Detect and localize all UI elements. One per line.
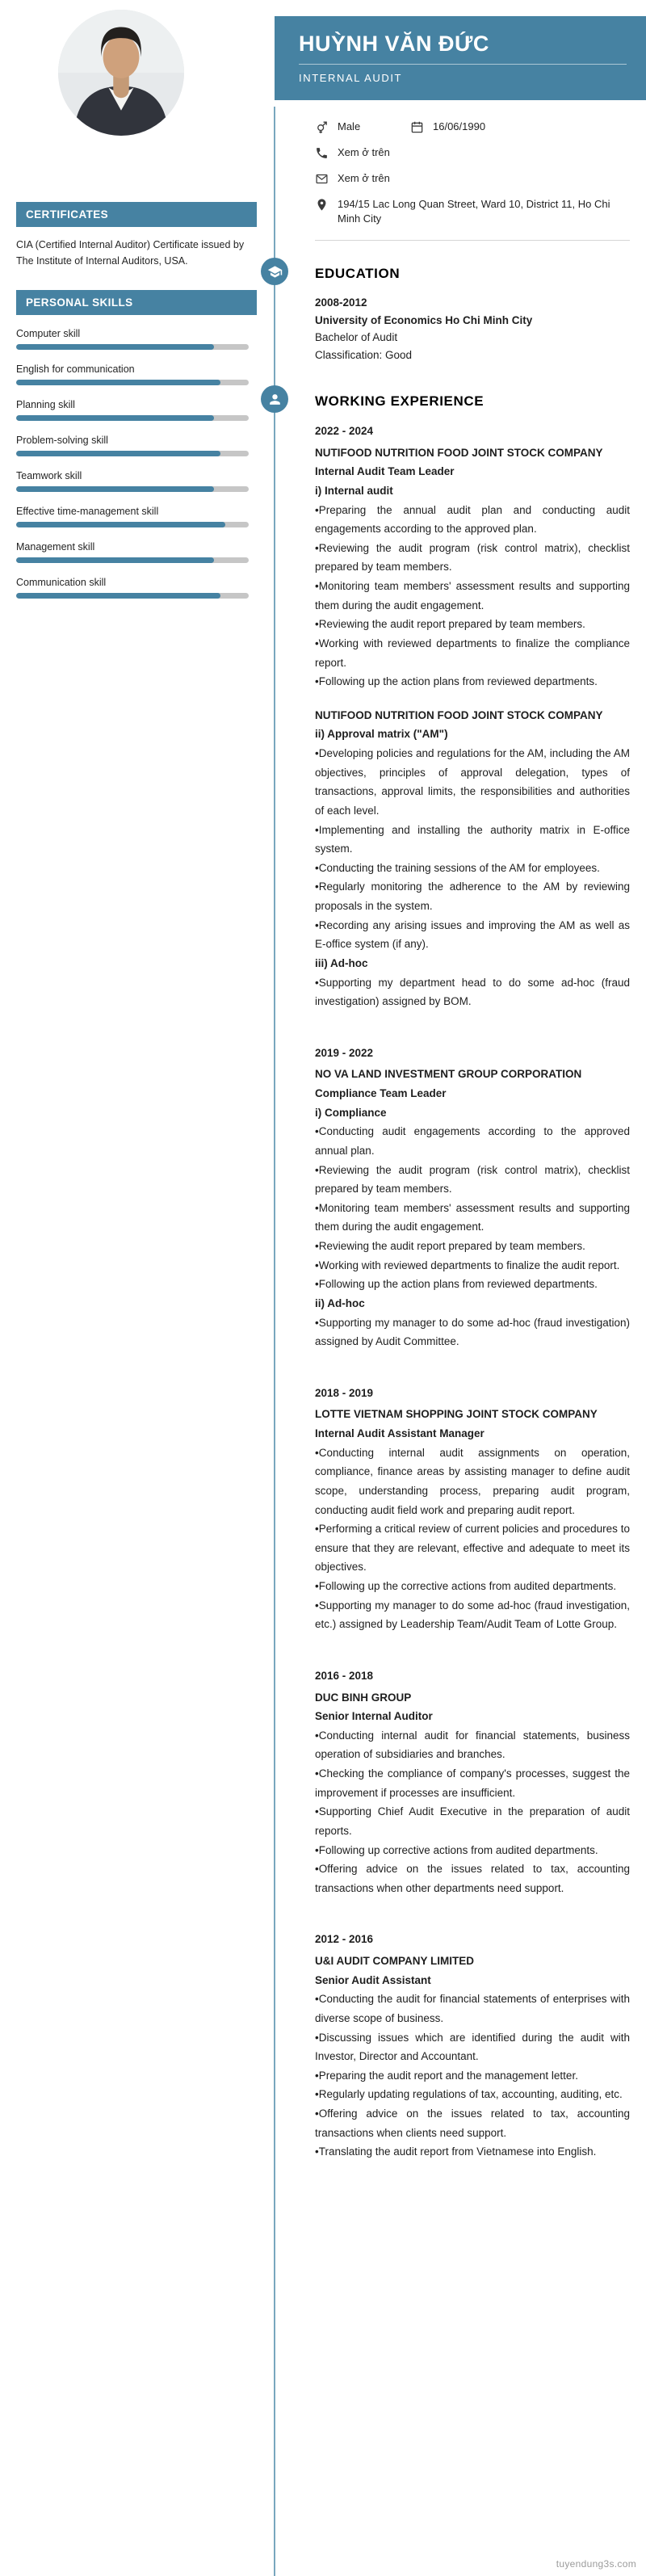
job-bullet: • Supporting Chief Audit Executive in the preparation of audit reports. [315,1802,630,1840]
job-entry [315,1930,630,2162]
skill-label: Communication skill [16,577,107,588]
contact-gender [315,120,410,135]
main-column [275,0,646,2162]
sidebar [0,0,275,2162]
avatar-illustration [58,10,184,136]
job-bullet: • Working with reviewed departments to finalize the audit report. [315,1256,630,1275]
job-period: 2012 - 2016 [315,1933,374,1946]
job-bullet: • Monitoring team members' assessment results and supporting them during the audit engagement. [315,1199,630,1237]
certificates-heading: CERTIFICATES [16,202,257,227]
job-role: Internal Audit Team Leader [315,465,455,478]
job-bullet: • Offering advice on the issues related to tax, accounting transactions when clients need support. [315,2104,630,2142]
job-bullet: • Following up the action plans from reviewed departments. [315,672,630,691]
skill-label: Effective time-management skill [16,506,159,517]
skill-item [16,470,257,492]
job-bullet: • Following up the action plans from reviewed departments. [315,1275,630,1294]
person-icon [261,385,288,413]
job-bullet: • Performing a critical review of current policies and procedures to ensure that they are relevant, effective and adequate to meet its objectives. [315,1519,630,1577]
contact-dob-value: 16/06/1990 [433,120,486,132]
contact-email-value: Xem ở trên [338,171,390,184]
skill-label: Management skill [16,541,95,553]
job-role: Compliance Team Leader [315,1087,447,1100]
job-bullet: • Working with reviewed departments to finalize the compliance report. [315,634,630,672]
job-bullet: • Supporting my manager to do some ad-hoc (fraud investigation, etc.) assigned by Leadership Team/Audit Team of Lotte Group. [315,1596,630,1634]
job-company: NUTIFOOD NUTRITION FOOD JOINT STOCK COMPANY [315,708,603,721]
experience-section [315,389,630,2162]
job-role: Senior Internal Auditor [315,1710,433,1723]
job-company: NUTIFOOD NUTRITION FOOD JOINT STOCK COMPANY [315,446,603,459]
skill-progress-bar [16,593,249,599]
job-bullet: • Conducting audit engagements according to the approved annual plan. [315,1122,630,1160]
skill-progress-bar [16,557,249,563]
job-bullet: • Implementing and installing the authority matrix in E-office system. [315,821,630,859]
job-sub: ii) Ad-hoc [315,1296,365,1309]
skill-progress-bar [16,451,249,456]
phone-icon [315,146,329,160]
skill-progress-fill [16,593,220,599]
skill-label: Planning skill [16,399,75,410]
location-icon [315,198,329,212]
job-sub: i) Internal audit [315,484,393,497]
job-period: 2018 - 2019 [315,1386,374,1399]
skill-progress-fill [16,415,214,421]
skill-item [16,328,257,350]
job-bullet: • Following up corrective actions from audited departments. [315,1841,630,1860]
skill-progress-bar [16,486,249,492]
contact-dob [410,120,485,135]
skill-progress-fill [16,486,214,492]
job-bullet: • Monitoring team members' assessment results and supporting them during the audit engagement. [315,577,630,615]
job-entry [315,422,630,1011]
job-period: 2022 - 2024 [315,425,374,438]
job-company: NO VA LAND INVESTMENT GROUP CORPORATION [315,1068,582,1081]
education-years: 2008-2012 [315,296,367,309]
job-sub: i) Compliance [315,1106,387,1119]
education-item [315,294,630,363]
job-period: 2016 - 2018 [315,1669,374,1682]
skill-progress-fill [16,557,214,563]
contact-info [315,120,630,241]
skill-progress-fill [16,451,220,456]
job-bullet: • Reviewing the audit report prepared by team members. [315,1237,630,1256]
profile-photo [58,10,184,136]
job-period: 2019 - 2022 [315,1046,374,1059]
job-bullet: • Translating the audit report from Vietnamese into English. [315,2142,630,2162]
skill-label: English for communication [16,363,135,375]
job-bullet: • Conducting the training sessions of the AM for employees. [315,859,630,878]
job-bullet: • Reviewing the audit program (risk control matrix), checklist prepared by team members. [315,1161,630,1199]
contact-phone [315,145,630,161]
contact-phone-value: Xem ở trên [338,145,390,158]
experience-section-head [315,389,630,414]
certificates-text: CIA (Certified Internal Auditor) Certificate issued by The Institute of Internal Auditors, USA. [16,239,245,267]
job-bullet: • Recording any arising issues and improving the AM as well as E-office system (if any). [315,916,630,954]
job-bullet: • Conducting the audit for financial statements of enterprises with diverse scope of business. [315,1990,630,2028]
skill-progress-bar [16,522,249,527]
skill-label: Computer skill [16,328,81,339]
education-heading: EDUCATION [315,266,401,282]
job-bullet: • Conducting internal audit assignments on operation, compliance, finance areas by assisting manager to define audit scope, understanding process, preparing audit program, conducting audit field work and preparing audit report. [315,1443,630,1520]
job-bullet: • Preparing the annual audit plan and conducting audit engagements according to the approved plan. [315,501,630,539]
job-entry [315,1384,630,1634]
watermark: tuyendung3s.com [556,2558,636,2570]
personal-skills-heading: PERSONAL SKILLS [16,290,257,315]
job-sub: iii) Ad-hoc [315,956,368,969]
job-bullet: • Preparing the audit report and the management letter. [315,2066,630,2086]
skill-progress-bar [16,380,249,385]
experience-list [315,422,630,2162]
contact-row-gender-dob [315,120,630,135]
job-bullet: • Developing policies and regulations for the AM, including the AM objectives, principles of approval delegation, types of transactions, approval limits, the responsibilities and authorities of each level. [315,744,630,821]
job-bullet: • Discussing issues which are identified during the audit with Investor, Director and Accountant. [315,2028,630,2066]
skill-item [16,399,257,421]
job-bullet: • Supporting my manager to do some ad-hoc (fraud investigation) assigned by Audit Committee. [315,1313,630,1351]
gender-icon [315,120,329,134]
skill-item [16,541,257,563]
experience-heading: WORKING EXPERIENCE [315,393,484,410]
job-role: Internal Audit Assistant Manager [315,1427,484,1440]
education-classification: Classification: Good [315,348,413,361]
contact-address-value: 194/15 Lac Long Quan Street, Ward 10, District 11, Ho Chi Minh City [338,197,610,225]
education-section [315,262,630,363]
certificates-section [16,202,257,269]
job-bullet: • Regularly updating regulations of tax, accounting, auditing, etc. [315,2085,630,2104]
contact-address [315,197,630,228]
job-bullet: • Regularly monitoring the adherence to the AM by reviewing proposals in the system. [315,877,630,915]
skill-label: Teamwork skill [16,470,82,481]
skill-progress-bar [16,344,249,350]
email-icon [315,172,329,186]
education-section-head [315,262,630,286]
skill-progress-fill [16,344,214,350]
candidate-job-title: INTERNAL AUDIT [299,72,403,84]
job-bullet: • Conducting internal audit for financial statements, business operation of subsidiaries and branches. [315,1726,630,1764]
job-entry [315,1666,630,1898]
skill-progress-fill [16,522,225,527]
job-bullet: • Supporting my department head to do some ad-hoc (fraud investigation) assigned by BOM. [315,973,630,1011]
contact-gender-value: Male [338,120,361,132]
job-role: Senior Audit Assistant [315,1973,431,1986]
personal-skills-section [16,290,257,599]
skill-progress-fill [16,380,220,385]
skills-list [16,328,257,599]
contact-email [315,171,630,187]
job-bullet: • Reviewing the audit report prepared by team members. [315,615,630,634]
calendar-icon [410,120,424,134]
skill-progress-bar [16,415,249,421]
graduation-cap-icon [261,258,288,285]
skill-item [16,577,257,599]
job-entry [315,1044,630,1351]
job-bullet: • Offering advice on the issues related to tax, accounting transactions when other departments need support. [315,1860,630,1897]
skill-item [16,363,257,385]
job-bullet: • Reviewing the audit program (risk control matrix), checklist prepared by team members. [315,539,630,577]
job-sub: ii) Approval matrix ("AM") [315,728,448,741]
job-bullet: • Following up the corrective actions from audited departments. [315,1577,630,1596]
skill-item [16,435,257,456]
job-company: LOTTE VIETNAM SHOPPING JOINT STOCK COMPANY [315,1408,598,1421]
skill-label: Problem-solving skill [16,435,108,446]
job-bullet: • Checking the compliance of company's processes, suggest the improvement if processes are insufficient. [315,1764,630,1802]
education-degree: Bachelor of Audit [315,331,398,344]
education-school: University of Economics Ho Chi Minh City [315,313,533,326]
job-company: U&I AUDIT COMPANY LIMITED [315,1955,474,1968]
job-company: DUC BINH GROUP [315,1691,412,1704]
skill-item [16,506,257,527]
candidate-name: HUỲNH VĂN ĐỨC [299,32,627,65]
